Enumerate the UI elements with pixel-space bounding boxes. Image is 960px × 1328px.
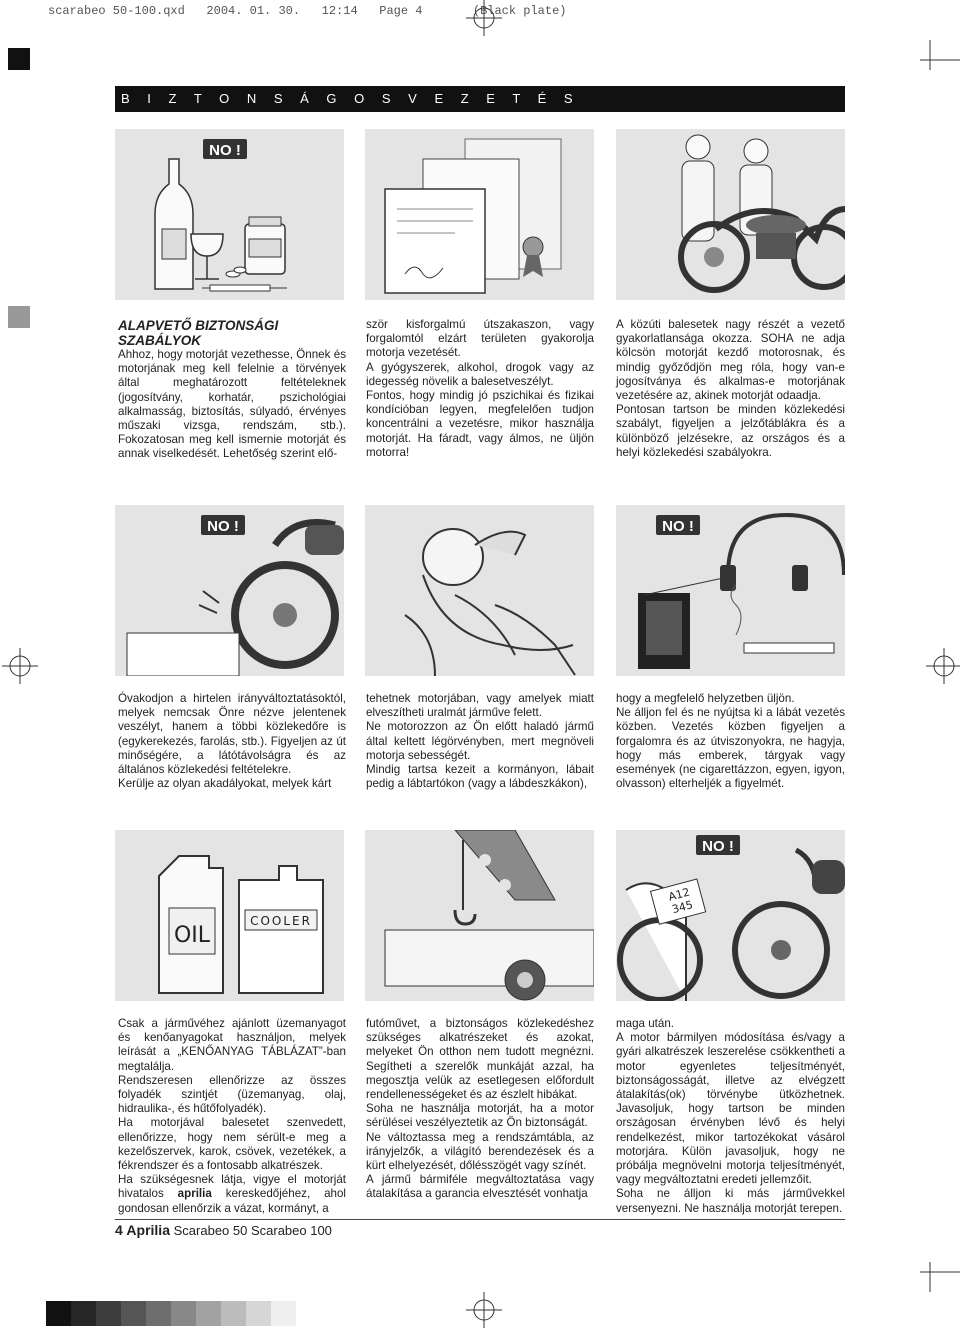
swatch-8 — [221, 1301, 246, 1326]
block3-column2 — [366, 1017, 594, 1202]
block3-col1-p4 — [118, 1173, 346, 1216]
block1-col2-p1: ször kisforgalmú útszakaszon, vagy forgalomtól elzárt területen gyakorolja motorja vezetését. — [366, 318, 594, 360]
registration-mark-right — [926, 648, 960, 684]
block2-column2 — [366, 692, 594, 791]
block3-column3 — [616, 1017, 845, 1216]
illustration-obstacle — [115, 505, 344, 676]
block2-col1-p2: Kerülje az olyan akadályokat, melyek kárt — [118, 777, 332, 791]
swatch-10 — [271, 1301, 296, 1326]
plate-text: A12345 — [667, 885, 695, 917]
page-footer — [115, 1222, 332, 1238]
block3-col2-p2: Soha ne használja motorját, ha a motor sérülései veszélyeztetik az Ön biztonságát. — [366, 1102, 594, 1130]
swatch-5 — [146, 1301, 171, 1326]
swatch-7 — [196, 1301, 221, 1326]
swatch-9 — [246, 1301, 271, 1326]
crop-mark-top-right — [920, 40, 960, 70]
swatch-4 — [121, 1301, 146, 1326]
block2-col3-p1: hogy a megfelelő helyzetben üljön. — [616, 692, 795, 705]
block1-col1-text: Ahhoz, hogy motorját vezethesse, Önnek és motorjának meg kell felelnie a törvények által meghatározott feltételeknek (jogosítvány, korhatár, pszichológiai alkalmasság, biztosítás, súlyadó, érvényes műszaki vizsga, rendszám, stb.). Fokozatosan meg kell ismernie motorját és annak viselkedését. Lehetőség szerint elő- — [118, 348, 346, 461]
warning-badge: NO ! — [662, 518, 694, 535]
printer-slug: scarabeo 50-100.qxd 2004. 01. 30. 12:14 Page 4 (Black plate) — [48, 4, 567, 18]
crop-mark-bottom-right — [920, 1262, 960, 1292]
page-number: 4 — [115, 1222, 123, 1238]
swatch-1 — [46, 1301, 71, 1326]
illustration-lending-motorcycle — [616, 129, 845, 300]
cooler-label: COOLER — [250, 914, 312, 928]
block1-col3-p2: Pontosan tartson be minden közlekedési szabályt, figyeljen a jelzőtáblákra és a különböző jelzésekre, az országos és a helyi közlekedési szabályokra. — [616, 403, 845, 459]
illustration-rider-position — [365, 505, 594, 676]
illustration-fluids — [115, 830, 344, 1001]
page-marker-black — [8, 48, 30, 70]
block2-column3 — [616, 692, 845, 791]
swatch-6 — [171, 1301, 196, 1326]
block3-col2-p4: A jármű bármiféle megváltoztatása vagy átalakítása a garancia elvesztését vonhatja — [366, 1173, 594, 1201]
block2-col2-p2: Ne motorozzon az Ön előtt haladó jármű által keltett légörvényben, mert megnöveli motorja sebességét. — [366, 720, 594, 762]
block3-col1-p1: Csak a járművéhez ajánlott üzemanyagot és kenőanyagokat használjon, melyek leírását a „KENŐANYAG TÁBLÁZAT”-ban megtalálja. — [118, 1017, 346, 1073]
block2-col2-p1: tehetnek motorjában, vagy amelyek miatt elveszítheti uralmát járműve felett. — [366, 692, 594, 720]
block3-col2-p1: futóművet, a biztonságos közlekedéshez szükséges alkatrészeket és azokat, melyeket Ön otthon nem tudott megnézni. Segítheti a szerelők munkáját azzal, ha megosztja velük az esetlegesen előfordult rendellenességeket és az észlelt hibákat. — [366, 1017, 594, 1102]
footer-model: Scarabeo 50 Scarabeo 100 — [173, 1223, 332, 1238]
block3-col3-p1: maga után. — [616, 1017, 675, 1030]
block2-column1 — [118, 692, 346, 791]
swatch-2 — [71, 1301, 96, 1326]
page-marker-grey — [8, 306, 30, 328]
block1-column2 — [366, 318, 594, 460]
registration-mark-top — [466, 0, 502, 36]
block2-col3-p2: Ne álljon fel és ne nyújtsa ki a lábát vezetés közben. Vezetés közben figyeljen a forgalomra és az útviszonyokra, ne hagyja, hogy más emberek, tárgyak vagy események (ne cigarettázzon, egyen, igyon, olvasson) elterheljék a figyelmét. — [616, 706, 845, 791]
section-header: B I Z T O N S Á G O S V E Z E T É S — [115, 86, 845, 112]
block3-col1-p4-post: kereskedőjéhez, ahol gondosan ellenőrzik a vázat, kormányt, a — [118, 1187, 346, 1215]
block3-col3-p2: A motor bármilyen módosítása és/vagy a gyári alkatrészek leszerelése csökkentheti a motor egyenletes teljesítményét, biztonságosságát, illetve az elvégzett átalakítás(ok) törvénybe ütközhetnek. Javasoljuk, hogy tartson be minden országosan érvényben lévő és helyi rendelkezést, mikor tartozékokat vásárol motorjára. Külön javasoljuk, hogy ne próbálja megnövelni motorja teljesítményét, vagy megváltoztatni eredeti jellemzőit. — [616, 1031, 845, 1187]
illustration-documents — [365, 129, 594, 300]
illustration-modifications — [616, 830, 845, 1001]
block3-col3-p3: Soha ne álljon ki más járművekkel versenyezni. Ne használja motorját terepen. — [616, 1187, 845, 1215]
registration-mark-left — [2, 648, 38, 684]
block2-col2-p3: Mindig tartsa kezeit a kormányon, lábait pedig a lábtartókon (vagy a lábdeszkákon), — [366, 763, 594, 791]
illustration-tow-truck — [365, 830, 594, 1001]
swatch-3 — [96, 1301, 121, 1326]
footer-rule — [115, 1219, 845, 1220]
block3-col2-p3: Ne változtassa meg a rendszámtábla, az irányjelzők, a világító berendezések és a kürt elhelyezését, dőlésszögét vagy színét. — [366, 1130, 594, 1173]
block1-column1 — [118, 318, 346, 462]
oil-label: OIL — [173, 923, 211, 948]
block2-col1-p1: Óvakodjon a hirtelen irányváltoztatásoktól, melyek nemcsak Önre nézve jelentenek veszélyt, hanem a többi közlekedőre is (egykerekezés, farolás, stb.). Figyeljen az út minőségére, a látótávolságra és az általános közlekedési feltételekre. — [118, 692, 346, 777]
block1-col2-p2: A gyógyszerek, alkohol, drogok vagy az idegesség növelik a balesetveszélyt. — [366, 360, 594, 388]
block3-col1-p2: Rendszeresen ellenőrizze az összes folyadék szintjét (üzemanyag, olaj, hidraulika-, és hűtőfolyadék). — [118, 1073, 346, 1116]
block1-column3 — [616, 318, 845, 460]
block1-col2-p3: Fontos, hogy mindig jó pszichikai és fizikai kondícióban legyen, megfelelően tudjon koncentrálni a vezetésre, mikor használja motorját. Ha fáradt, vagy álmos, ne üljön motorra! — [366, 389, 594, 459]
block1-col3-p1: A közúti balesetek nagy részét a vezető gyakorlatlansága okozza. SOHA ne adja kölcsön motorját kezdő motorosnak, és mindig győződjön meg róla, hogy van-e jogosítványa és alkalmas-e motorjának vezetésére az, akinek motorját odaadja. — [616, 318, 845, 403]
color-calibration-bar — [46, 1301, 296, 1326]
warning-badge: NO ! — [702, 838, 734, 855]
block3-col1-p4-pre: Ha szükségesnek látja, vigye el motorját hivatalos — [118, 1173, 346, 1201]
warning-badge: NO ! — [207, 518, 239, 535]
illustration-alcohol-drugs — [115, 129, 344, 300]
rules-heading-line1: ALAPVETŐ BIZTONSÁGI — [118, 318, 279, 333]
warning-badge: NO ! — [209, 142, 241, 159]
block3-column1 — [118, 1017, 346, 1216]
footer-brand: Aprilia — [126, 1222, 170, 1238]
registration-mark-bottom — [466, 1292, 502, 1328]
rules-heading-line2: SZABÁLYOK — [118, 333, 201, 348]
block3-col1-p3: Ha motorjával balesetet szenvedett, ellenőrizze, hogy nem sérült-e meg a kezelőszervek, karok, csövek, vezetékek, a fékrendszer és a fontosabb alkatrészek. — [118, 1116, 346, 1173]
illustration-distractions — [616, 505, 845, 676]
aprilia-brand: aprilia — [177, 1187, 212, 1201]
